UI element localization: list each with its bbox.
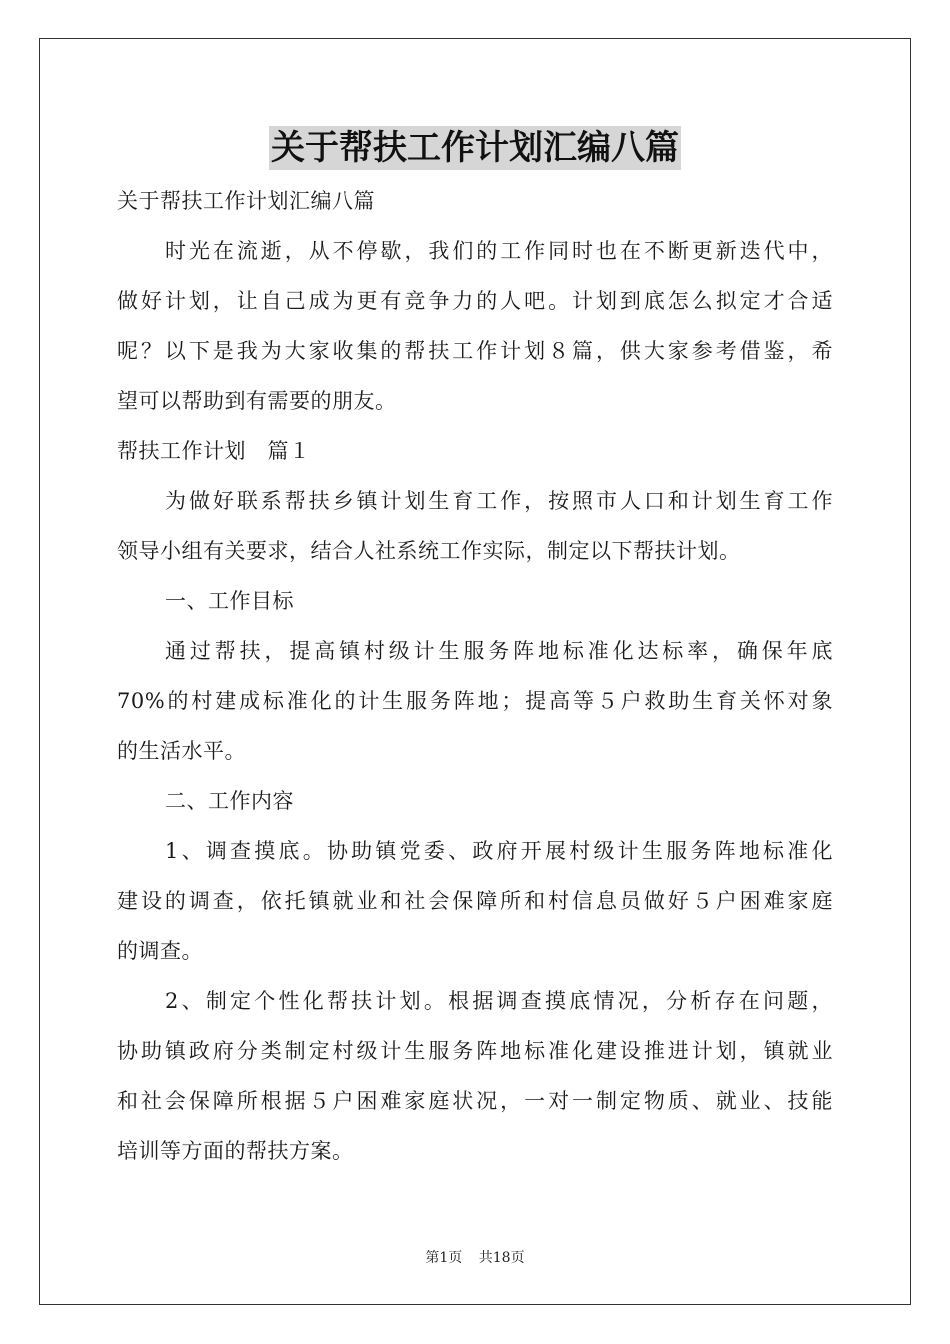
heading-work-goal: 一、工作目标 (165, 589, 294, 613)
paragraph-line: 为做好联系帮扶乡镇计划生育工作，按照市人口和计划生育工作 (165, 489, 833, 513)
document-title: 关于帮扶工作计划汇编八篇 (271, 128, 679, 168)
intro-line-1: 时光在流逝，从不停歇，我们的工作同时也在不断更新迭代中， (165, 239, 833, 263)
intro-line-2: 做好计划，让自己成为更有竞争力的人吧。计划到底怎么拟定才合适 (117, 289, 833, 313)
heading-work-content: 二、工作内容 (165, 789, 294, 813)
title-container (117, 126, 833, 176)
page-number: 第1页 (425, 1250, 463, 1266)
page-total: 共18页 (478, 1250, 525, 1266)
paragraph-line: 通过帮扶，提高镇村级计生服务阵地标准化达标率，确保年底 (165, 639, 833, 663)
paragraph-line: 协助镇政府分类制定村级计生服务阵地标准化建设推进计划，镇就业 (117, 1039, 833, 1063)
paragraph-line: 70%的村建成标准化的计生服务阵地；提高等５户救助生育关怀对象 (117, 689, 833, 713)
intro-line-4: 望可以帮助到有需要的朋友。 (117, 389, 397, 413)
paragraph-line: 的调查。 (117, 939, 203, 963)
paragraph-line: 领导小组有关要求，结合人社系统工作实际，制定以下帮扶计划。 (117, 539, 741, 563)
paragraph-line: 培训等方面的帮扶方案。 (117, 1139, 354, 1163)
document-subtitle: 关于帮扶工作计划汇编八篇 (117, 189, 375, 213)
paragraph-line: 建设的调查，依托镇就业和社会保障所和村信息员做好５户困难家庭 (117, 889, 833, 913)
page-footer (0, 1248, 950, 1268)
paragraph-line: 和社会保障所根据５户困难家庭状况，一对一制定物质、就业、技能 (117, 1089, 833, 1113)
document-body (117, 126, 833, 1176)
paragraph-line: 1、调查摸底。协助镇党委、政府开展村级计生服务阵地标准化 (165, 839, 833, 863)
paragraph-line: 2、制定个性化帮扶计划。根据调查摸底情况，分析存在问题， (165, 989, 833, 1013)
paragraph-line: 的生活水平。 (117, 739, 246, 763)
intro-line-3: 呢？以下是我为大家收集的帮扶工作计划８篇，供大家参考借鉴，希 (117, 339, 833, 363)
section-heading-plan-1: 帮扶工作计划 篇１ (117, 439, 311, 463)
